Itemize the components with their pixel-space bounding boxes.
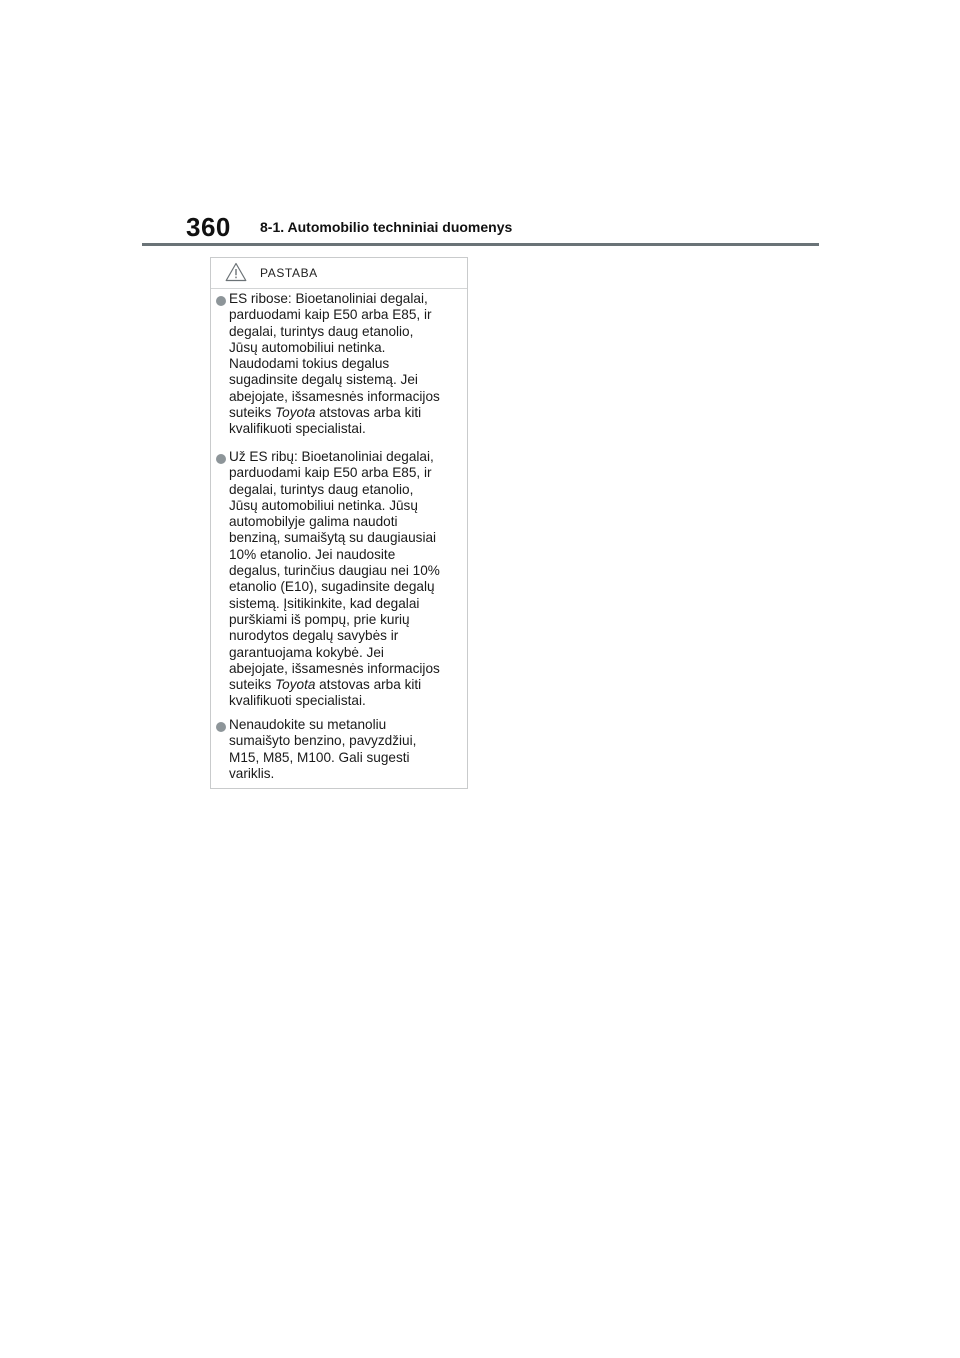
text-line: ES ribose: Bioetanoliniai degalai,	[229, 291, 428, 306]
bullet-icon	[216, 296, 226, 306]
text-line: Nenaudokite su metanoliu	[229, 717, 387, 732]
text-line: Jūsų automobiliui netinka. Jūsų	[229, 497, 418, 513]
bullet-icon	[216, 722, 226, 732]
text-line: kvalifikuoti specialistai.	[229, 693, 366, 709]
text-line: Už ES ribų: Bioetanoliniai degalai,	[229, 449, 434, 464]
note-header	[211, 258, 467, 289]
text-line: sugadinsite degalų sistemą. Jei	[229, 372, 418, 388]
brand-name: Toyota	[275, 677, 316, 693]
warning-triangle-icon	[225, 262, 247, 282]
brand-name: Toyota	[275, 405, 316, 421]
text-line: parduodami kaip E50 arba E85, ir	[229, 465, 432, 481]
text-line: degalai, turintys daug etanolio,	[229, 323, 414, 339]
text-line: sumaišyto benzino, pavyzdžiui,	[229, 733, 417, 749]
text-line: benziną, sumaišytą su daugiausiai	[229, 530, 437, 546]
text-line	[229, 405, 465, 421]
text-line: degalus, turinčius daugiau nei 10%	[229, 563, 440, 579]
header-rule	[142, 243, 819, 246]
text-line: abejojate, išsamesnės informacijos	[229, 660, 440, 676]
text-line: kvalifikuoti specialistai.	[229, 421, 366, 437]
text-line: M15, M85, M100. Gali sugesti	[229, 749, 410, 765]
text-line: sistemą. Įsitikinkite, kad degalai	[229, 595, 420, 611]
text-line: Jūsų automobiliui netinka.	[229, 339, 386, 355]
section-title: 8-1. Automobilio techniniai duomenys	[260, 219, 513, 235]
page-header	[0, 0, 960, 250]
text-line: Naudodami tokius degalus	[229, 356, 390, 372]
text-line: nurodytos degalų savybės ir	[229, 628, 399, 644]
text-segment: suteiks	[229, 405, 276, 421]
text-line: 10% etanolio. Jei naudosite	[229, 546, 396, 562]
note-item-text	[229, 717, 465, 782]
note-item-text	[229, 449, 465, 710]
text-line: abejojate, išsamesnės informacijos	[229, 388, 440, 404]
note-label: PASTABA	[260, 266, 318, 280]
text-line: parduodami kaip E50 arba E85, ir	[229, 307, 432, 323]
text-segment: atstovas arba kiti	[315, 405, 422, 421]
note-item-text	[229, 291, 465, 438]
text-line	[229, 677, 465, 693]
text-line: degalai, turintys daug etanolio,	[229, 481, 414, 497]
text-segment: suteiks	[229, 677, 276, 693]
text-line: garantuojama kokybė. Jei	[229, 644, 384, 660]
caution-note-box	[210, 257, 468, 789]
text-line: etanolio (E10), sugadinsite degalų	[229, 579, 435, 595]
text-line: variklis.	[229, 765, 275, 781]
page-number: 360	[186, 212, 231, 242]
bullet-icon	[216, 454, 226, 464]
text-line: automobilyje galima naudoti	[229, 514, 398, 530]
text-segment: atstovas arba kiti	[315, 677, 422, 693]
text-line: purškiami iš pompų, prie kurių	[229, 611, 410, 627]
